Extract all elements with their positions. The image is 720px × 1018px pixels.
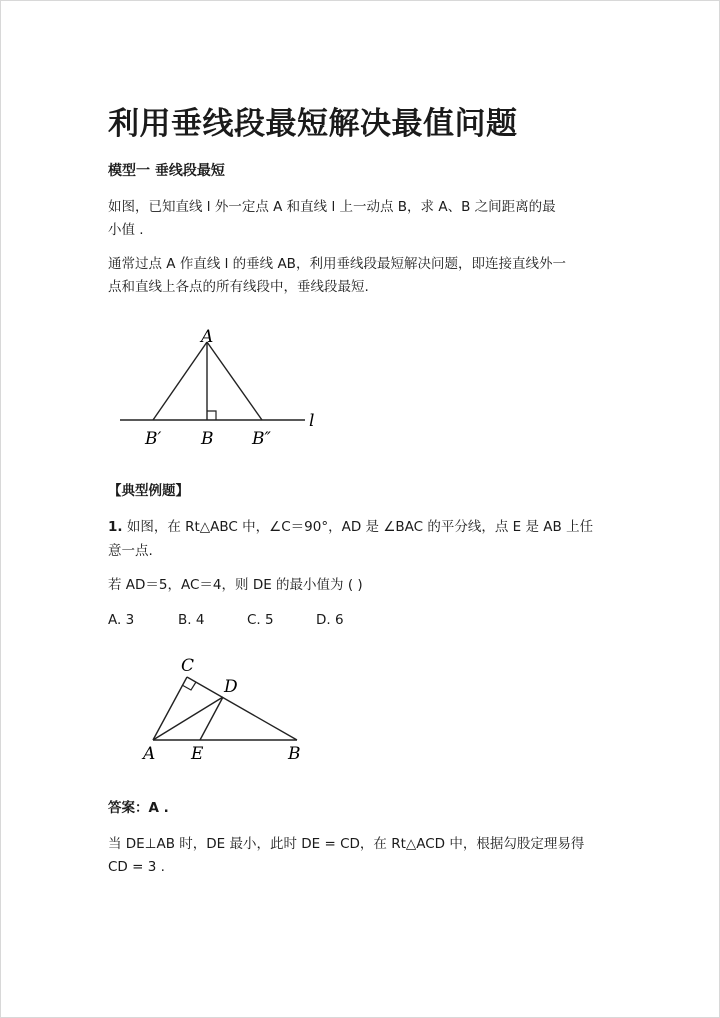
triangle-figure bbox=[135, 650, 315, 770]
side-ac bbox=[153, 677, 187, 740]
answer-line-1: 当 DE⊥AB 时，DE 最小，此时 DE = CD，在 Rt△ACD 中，根据勾股定理易得 bbox=[108, 836, 585, 852]
label-b: B bbox=[201, 429, 214, 449]
question-line-1 bbox=[108, 515, 593, 539]
option-d: D. 6 bbox=[316, 612, 344, 628]
segment-ab-prime bbox=[153, 342, 207, 420]
label-l: l bbox=[309, 411, 315, 431]
question-line-3: 若 AD＝5，AC＝4，则 DE 的最小值为 ( ) bbox=[108, 577, 363, 593]
bisector-ad bbox=[153, 697, 223, 740]
right-angle-mark bbox=[207, 411, 216, 420]
label-a: A bbox=[143, 744, 156, 764]
answer-label: 答案：A . bbox=[108, 800, 169, 816]
label-b-double-prime: B″ bbox=[252, 429, 271, 449]
label-c: C bbox=[181, 656, 195, 676]
question-line-2: 意一点. bbox=[108, 543, 153, 559]
example-heading: 【典型例题】 bbox=[108, 483, 189, 499]
page-title: 利用垂线段最短解决最值问题 bbox=[108, 106, 518, 142]
label-a: A bbox=[201, 327, 214, 347]
label-e: E bbox=[191, 744, 204, 764]
label-b: B bbox=[288, 744, 301, 764]
model-paragraph-2-line-2: 点和直线上各点的所有线段中，垂线段最短. bbox=[108, 279, 369, 295]
model-paragraph-1-line-1: 如图，已知直线 l 外一定点 A 和直线 l 上一动点 B，求 A、B 之间距离的最 bbox=[108, 199, 556, 215]
question-text: 如图，在 Rt△ABC 中，∠C＝90°，AD 是 ∠BAC 的平分线，点 E 是 AB 上任 bbox=[122, 519, 594, 535]
model-paragraph-1-line-2: 小值 . bbox=[108, 222, 144, 238]
question-number: 1. bbox=[108, 519, 123, 535]
option-c: C. 5 bbox=[247, 612, 274, 628]
option-a: A. 3 bbox=[108, 612, 135, 628]
segment-ab-double-prime bbox=[207, 342, 262, 420]
model-paragraph-2-line-1: 通常过点 A 作直线 l 的垂线 AB，利用垂线段最短解决问题，即连接直线外一 bbox=[108, 256, 566, 272]
answer-line-2: CD = 3 . bbox=[108, 859, 165, 875]
perpendicular-figure bbox=[110, 320, 330, 450]
option-b: B. 4 bbox=[178, 612, 205, 628]
label-d: D bbox=[224, 677, 238, 697]
model-heading: 模型一 垂线段最短 bbox=[108, 163, 225, 179]
label-b-prime: B′ bbox=[145, 429, 162, 449]
